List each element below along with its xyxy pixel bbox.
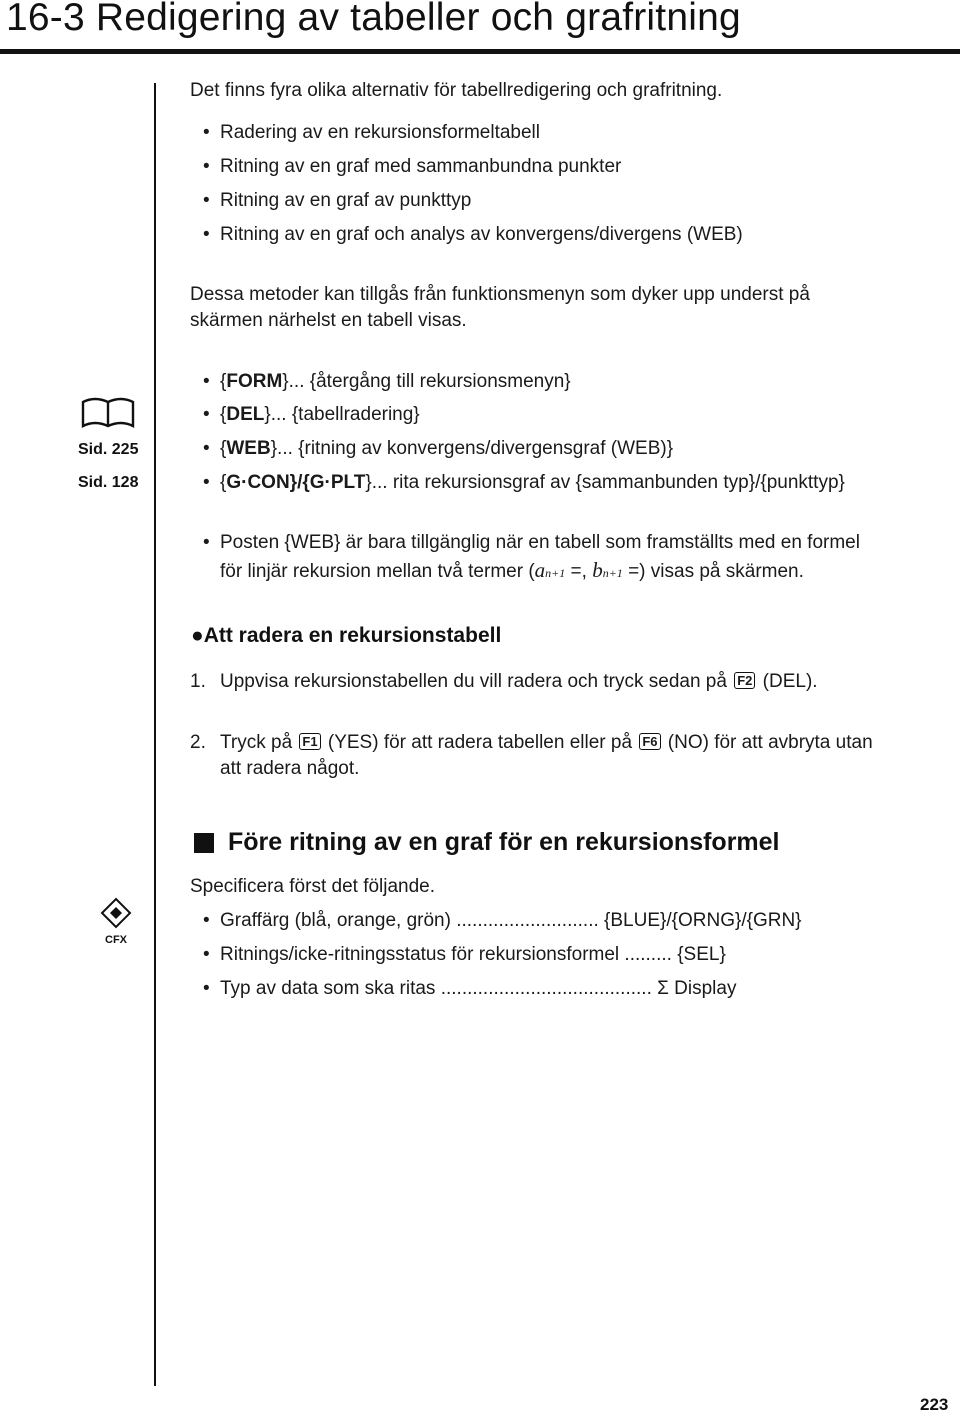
step-text: (NO) för att avbryta utan <box>667 732 873 753</box>
title-rule <box>0 49 960 54</box>
menu-desc: ... {återgång till rekursionsmenyn} <box>288 371 571 392</box>
menu-item: {WEB}... {ritning av konvergens/divergensgraf (WEB)} <box>220 438 674 459</box>
bullet-icon: • <box>203 404 210 425</box>
bullet-icon: • <box>203 156 210 177</box>
cfx-label: CFX <box>105 934 127 946</box>
bullet-icon: • <box>203 190 210 211</box>
math-subscript: n+1 <box>602 566 623 580</box>
f1-key-icon: F1 <box>299 733 320 750</box>
section-heading: Före ritning av en graf för en rekursionsformel <box>228 828 780 856</box>
step-number: 1. <box>190 671 206 692</box>
bullet-icon: • <box>203 371 210 392</box>
step-1 <box>220 669 818 695</box>
bullet-icon: • <box>203 944 210 965</box>
menu-desc: ... {tabellradering} <box>270 404 420 425</box>
step-2-line2: att radera något. <box>220 758 360 779</box>
spec-item: Typ av data som ska ritas ........................................ Σ Display <box>220 978 737 999</box>
web-note-line: Posten {WEB} är bara tillgänglig när en tabell som framställts med en formel <box>220 532 860 553</box>
menu-key: FORM <box>226 371 283 392</box>
web-note-text: =, <box>565 561 593 582</box>
web-note-text: =) visas på skärmen. <box>622 561 804 582</box>
menu-item: {DEL}... {tabellradering} <box>220 404 420 425</box>
bullet-icon: • <box>203 122 210 143</box>
math-subscript: n+1 <box>545 566 566 580</box>
cfx-icon <box>96 897 136 947</box>
menu-key: DEL <box>226 404 265 425</box>
side-ref-page[interactable]: Sid. 225 <box>78 441 139 458</box>
menu-item: {FORM}... {återgång till rekursionsmenyn} <box>220 371 571 392</box>
heading-dot-icon: ● <box>191 624 204 647</box>
option-item: Ritning av en graf med sammanbundna punkter <box>220 156 622 177</box>
book-icon <box>80 396 136 430</box>
menu-desc: ... rita rekursionsgraf av {sammanbunden typ}/{punkttyp} <box>371 472 845 493</box>
math-var: b <box>592 558 603 582</box>
page-number: 223 <box>920 1395 949 1414</box>
page-title: 16-3 Redigering av tabeller och grafritning <box>6 0 741 39</box>
menu-key: G·CON}/{G·PLT <box>226 472 366 493</box>
side-ref-page[interactable]: Sid. 128 <box>78 474 139 491</box>
spec-item: Ritnings/icke-ritningsstatus för rekursionsformel ......... {SEL} <box>220 944 726 965</box>
option-item: Ritning av en graf av punkttyp <box>220 190 472 211</box>
option-item: Radering av en rekursionsformeltabell <box>220 122 540 143</box>
spec-item: Graffärg (blå, orange, grön) ........................... {BLUE}/{ORNG}/{GRN} <box>220 910 802 931</box>
math-var: a <box>534 558 546 582</box>
margin-rule <box>154 83 156 1386</box>
step-text: Tryck på <box>220 732 293 753</box>
section-intro: Specificera först det följande. <box>190 876 436 897</box>
bullet-icon: • <box>203 532 210 553</box>
step-text: (YES) för att radera tabellen eller på <box>327 732 633 753</box>
f2-key-icon: F2 <box>734 672 755 689</box>
f6-key-icon: F6 <box>639 733 660 750</box>
step-text: (DEL). <box>762 671 818 692</box>
section-square-icon <box>194 833 214 853</box>
intro-text: Det finns fyra olika alternativ för tabellredigering och grafritning. <box>190 80 723 101</box>
menu-key: WEB <box>226 438 271 459</box>
step-2 <box>220 730 873 756</box>
step-text: Uppvisa rekursionstabellen du vill radera och tryck sedan på <box>220 671 727 692</box>
bullet-icon: • <box>203 224 210 245</box>
page-header <box>0 0 960 56</box>
access-text-line: skärmen närhelst en tabell visas. <box>190 310 467 331</box>
bullet-icon: • <box>203 438 210 459</box>
subheading <box>191 624 501 648</box>
web-note-text: för linjär rekursion mellan två termer ( <box>220 561 535 582</box>
bullet-icon: • <box>203 978 210 999</box>
web-note-line <box>220 557 804 586</box>
access-text-line: Dessa metoder kan tillgås från funktionsmenyn som dyker upp underst på <box>190 284 810 305</box>
menu-desc: ... {ritning av konvergens/divergensgraf (WEB)} <box>277 438 674 459</box>
bullet-icon: • <box>203 910 210 931</box>
bullet-icon: • <box>203 472 210 493</box>
menu-item: {G·CON}/{G·PLT}... rita rekursionsgraf av {sammanbunden typ}/{punkttyp} <box>220 472 845 493</box>
step-number: 2. <box>190 732 206 753</box>
option-item: Ritning av en graf och analys av konvergens/divergens (WEB) <box>220 224 743 245</box>
subheading-text: Att radera en rekursionstabell <box>203 624 502 647</box>
